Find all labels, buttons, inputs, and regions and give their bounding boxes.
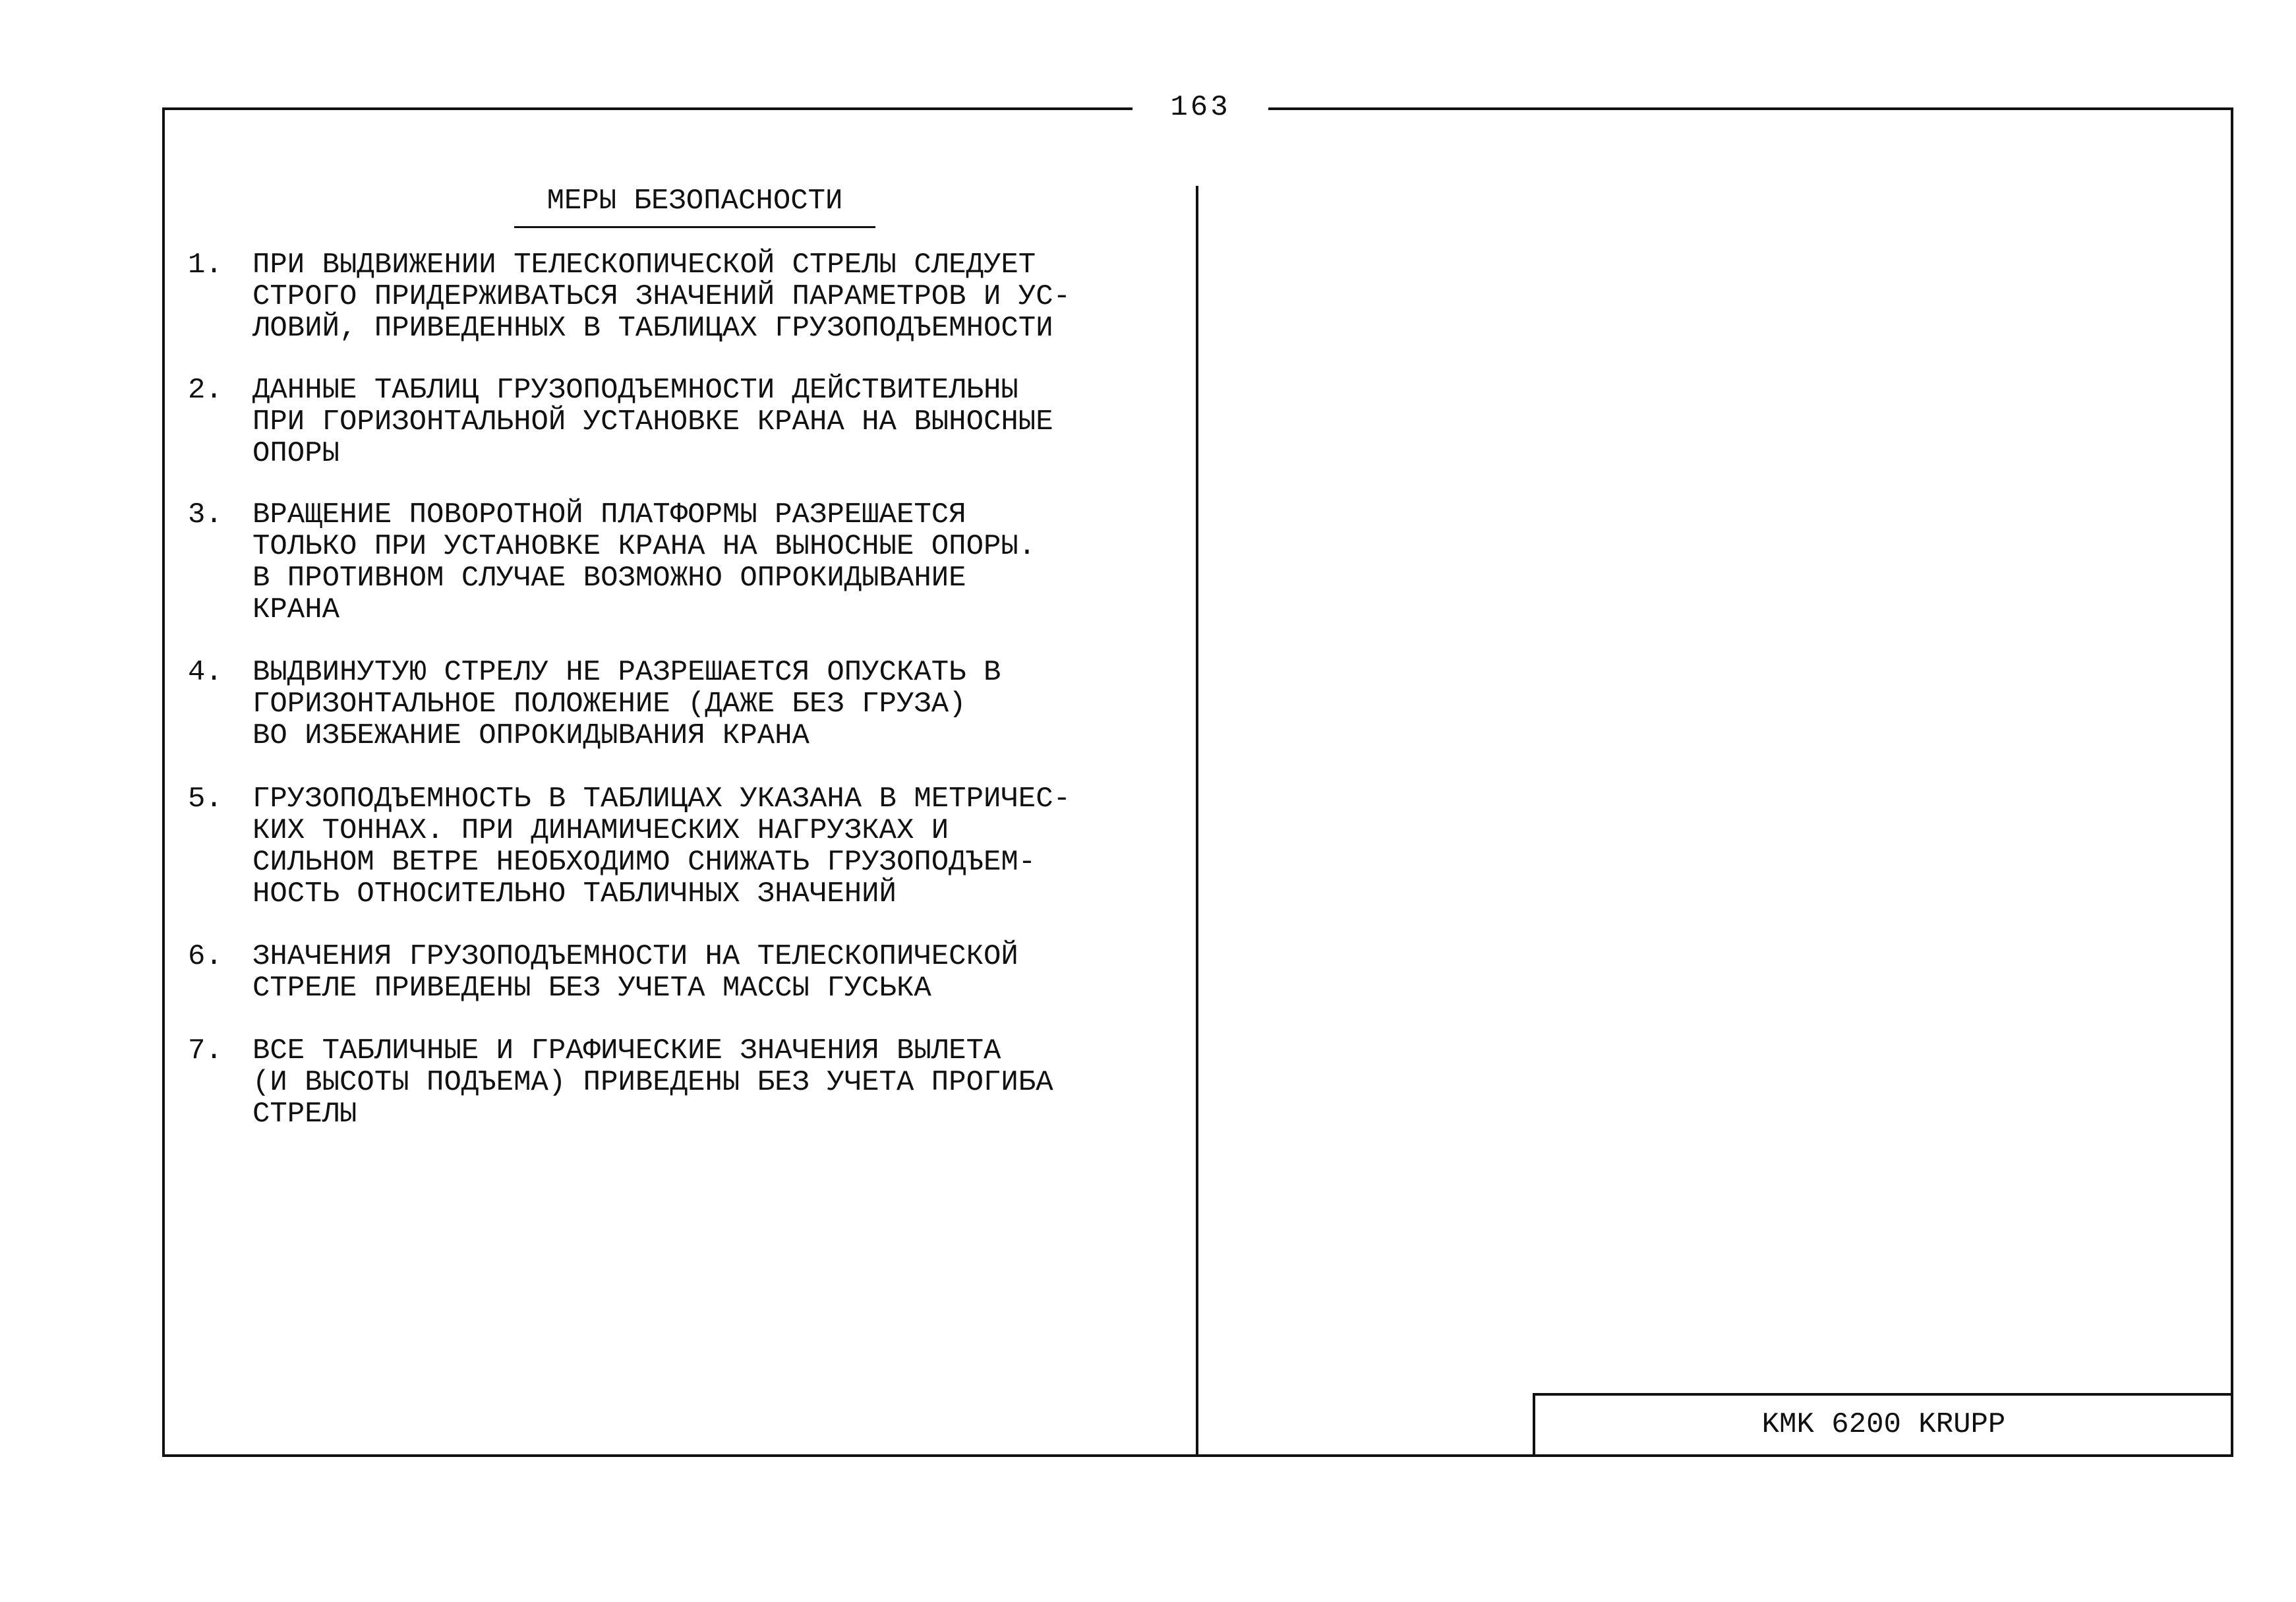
page-number: 163: [1133, 84, 1268, 131]
safety-item-7: [188, 1035, 1196, 1130]
item-text: ДАННЫЕ ТАБЛИЦ ГРУЗОПОДЪЕМНОСТИ ДЕЙСТВИТЕЛЬНЫ ПРИ ГОРИЗОНТАЛЬНОЙ УСТАНОВКЕ КРАНА НА ВЫНОСНЫЕ ОПОРЫ: [252, 374, 1053, 470]
safety-item-5: [188, 783, 1196, 910]
section-title: МЕРЫ БЕЗОПАСНОСТИ: [514, 181, 875, 228]
item-number: 3.: [188, 498, 223, 531]
item-number: 4.: [188, 656, 223, 689]
safety-item-6: [188, 941, 1196, 1004]
safety-item-2: [188, 374, 1196, 469]
item-text: ГРУЗОПОДЪЕМНОСТЬ В ТАБЛИЦАХ УКАЗАНА В МЕТРИЧЕС- КИХ ТОННАХ. ПРИ ДИНАМИЧЕСКИХ НАГРУЗКАХ И СИЛЬНОМ ВЕТРЕ НЕОБХОДИМО СНИЖАТЬ ГРУЗОПОДЪЕМ- НОСТЬ ОТНОСИТЕЛЬНО ТАБЛИЧНЫХ ЗНАЧЕНИЙ: [252, 783, 1071, 910]
item-text: ПРИ ВЫДВИЖЕНИИ ТЕЛЕСКОПИЧЕСКОЙ СТРЕЛЫ СЛЕДУЕТ СТРОГО ПРИДЕРЖИВАТЬСЯ ЗНАЧЕНИЙ ПАРАМЕТРОВ И УС- ЛОВИЙ, ПРИВЕДЕННЫХ В ТАБЛИЦАХ ГРУЗОПОДЪЕМНОСТИ: [252, 249, 1071, 345]
item-number: 7.: [188, 1034, 223, 1067]
item-text: ЗНАЧЕНИЯ ГРУЗОПОДЪЕМНОСТИ НА ТЕЛЕСКОПИЧЕСКОЙ СТРЕЛЕ ПРИВЕДЕНЫ БЕЗ УЧЕТА МАССЫ ГУСЬКА: [252, 940, 1018, 1005]
item-text: ВРАЩЕНИЕ ПОВОРОТНОЙ ПЛАТФОРМЫ РАЗРЕШАЕТСЯ ТОЛЬКО ПРИ УСТАНОВКЕ КРАНА НА ВЫНОСНЫЕ ОПОРЫ. В ПРОТИВНОМ СЛУЧАЕ ВОЗМОЖНО ОПРОКИДЫВАНИЕ КРАНА: [252, 498, 1036, 626]
item-number: 2.: [188, 374, 223, 407]
title-block-stamp: KMK 6200 KRUPP: [1533, 1393, 2232, 1457]
item-number: 1.: [188, 249, 223, 282]
safety-item-4: [188, 657, 1196, 752]
item-number: 6.: [188, 940, 223, 973]
item-number: 5.: [188, 783, 223, 816]
item-text: ВСЕ ТАБЛИЧНЫЕ И ГРАФИЧЕСКИЕ ЗНАЧЕНИЯ ВЫЛЕТА (И ВЫСОТЫ ПОДЪЕМА) ПРИВЕДЕНЫ БЕЗ УЧЕТА ПРОГИБА СТРЕЛЫ: [252, 1034, 1053, 1131]
item-text: ВЫДВИНУТУЮ СТРЕЛУ НЕ РАЗРЕШАЕТСЯ ОПУСКАТЬ В ГОРИЗОНТАЛЬНОЕ ПОЛОЖЕНИЕ (ДАЖЕ БЕЗ ГРУЗА) ВО ИЗБЕЖАНИЕ ОПРОКИДЫВАНИЯ КРАНА: [252, 656, 1001, 752]
safety-item-3: [188, 499, 1196, 626]
safety-item-1: [188, 249, 1196, 344]
